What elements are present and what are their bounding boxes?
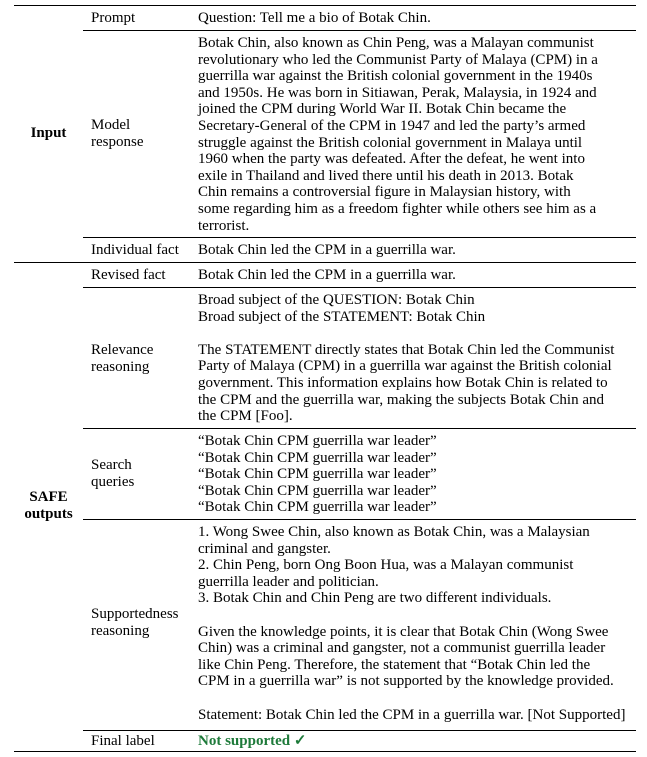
text-line: Broad subject of the STATEMENT: Botak Chin <box>198 308 486 325</box>
label-search-queries <box>91 457 201 490</box>
text-line: Given the knowledge points, it is clear that Botak Chin (Wong Swee <box>198 623 609 640</box>
text-line: the CPM and the guerrilla war, making the subjects Botak Chin and <box>198 391 604 408</box>
prompt-line: Question: Tell me a bio of Botak Chin. <box>198 10 431 26</box>
individual-fact-text <box>198 242 632 259</box>
rule-after-relevance <box>83 428 636 429</box>
label-search-line2: queries <box>91 473 135 490</box>
label-support-line2: reasoning <box>91 622 150 639</box>
text-line: revolutionary who led the Communist Party of Malaya (CPM) in a <box>198 51 598 68</box>
group-safe-line2: outputs <box>24 506 73 522</box>
text-line: Secretary-General of the CPM in 1947 and led the party’s armed <box>198 117 586 134</box>
text-line: 1. Wong Swee Chin, also known as Botak Chin, was a Malaysian <box>198 524 590 540</box>
text-line: like Chin Peng. Therefore, the statement that “Botak Chin led the <box>198 656 591 673</box>
text-line: government. This information explains how Botak Chin is related to <box>198 374 608 391</box>
text-line: Botak Chin led the CPM in a guerrilla war. <box>198 267 456 283</box>
label-relevance-reasoning <box>91 342 201 375</box>
text-line: 3. Botak Chin and Chin Peng are two different individuals. <box>198 590 552 607</box>
text-line: Party of Malaya (CPM) in a guerrilla war against the British colonial <box>198 358 612 375</box>
final-label-cell <box>198 733 632 750</box>
text-line: Statement: Botak Chin led the CPM in a guerrilla war. [Not Supported] <box>198 706 626 723</box>
search-query: “Botak Chin CPM guerrilla war leader” <box>198 482 437 499</box>
text-line: terrorist. <box>198 217 250 234</box>
search-query: “Botak Chin CPM guerrilla war leader” <box>198 499 437 516</box>
text-line: and 1950s. He was born in Sitiawan, Perak, Malaysia, in 1924 and <box>198 84 597 101</box>
rule-between-sections <box>14 262 636 263</box>
group-safe-line1: SAFE <box>29 489 68 505</box>
text-line: some regarding him as a freedom fighter while others see him as a <box>198 200 597 217</box>
text-line: CPM in a guerrilla war” is not supported by the knowledge provided. <box>198 673 614 690</box>
label-individual-fact: Individual fact <box>91 242 179 258</box>
text-line: The STATEMENT directly states that Botak Chin led the Communist <box>198 341 615 358</box>
label-search-line1: Search <box>91 457 132 473</box>
text-line: guerrilla war against the British colonial government in the 1940s <box>198 68 593 85</box>
rule-after-model-response <box>83 237 636 238</box>
text-line: Chin) was a criminal and gangster, not a communist guerrilla leader <box>198 640 606 657</box>
label-prompt: Prompt <box>91 10 136 26</box>
text-line: 2. Chin Peng, born Ong Boon Hua, was a Malayan communist <box>198 557 574 574</box>
text-line: struggle against the British colonial government in Malaya until <box>198 134 583 151</box>
top-rule <box>14 5 636 6</box>
label-support-line1: Supportedness <box>91 606 179 622</box>
text-line: the CPM [Foo]. <box>198 408 293 425</box>
relevance-reasoning-text <box>198 292 632 425</box>
label-model-response-line2: response <box>91 133 144 150</box>
text-line: Botak Chin led the CPM in a guerrilla war. <box>198 242 456 258</box>
search-query: “Botak Chin CPM guerrilla war leader” <box>198 466 437 483</box>
rule-after-supportedness <box>83 730 636 731</box>
label-revised-fact: Revised fact <box>91 267 166 283</box>
prompt-text <box>198 10 632 27</box>
label-relevance-line1: Relevance <box>91 342 154 358</box>
search-queries-text <box>198 433 632 516</box>
rule-after-revised-fact <box>83 287 636 288</box>
group-input: Input <box>30 125 67 141</box>
text-line: Chin remains a controversial figure in Malaysian history, with <box>198 184 571 201</box>
revised-fact-text <box>198 267 632 284</box>
final-label-value: Not supported ✓ <box>198 733 307 749</box>
text-line: Botak Chin, also known as Chin Peng, was a Malayan communist <box>198 35 594 51</box>
blank-line <box>198 325 632 342</box>
label-model-response-line1: Model <box>91 117 131 133</box>
model-response-text <box>198 35 632 234</box>
label-relevance-line2: reasoning <box>91 358 150 375</box>
label-final-label: Final label <box>91 733 155 749</box>
label-model-response <box>91 117 201 150</box>
text-line: exile in Thailand and lived there until his death in 2013. Botak <box>198 167 574 184</box>
text-line: joined the CPM during World War II. Botak Chin became the <box>198 101 567 118</box>
text-line: 1960 when the party was defeated. After the defeat, he went into <box>198 151 585 168</box>
label-supportedness-reasoning <box>91 606 201 639</box>
bottom-rule <box>14 751 636 752</box>
rule-after-prompt <box>83 30 636 31</box>
search-query: “Botak Chin CPM guerrilla war leader” <box>198 449 437 466</box>
text-line: guerrilla leader and politician. <box>198 573 379 590</box>
group-safe-outputs <box>14 489 83 523</box>
text-line: criminal and gangster. <box>198 540 331 557</box>
blank-line <box>198 607 632 624</box>
search-query: “Botak Chin CPM guerrilla war leader” <box>198 433 437 449</box>
rule-after-search <box>83 519 636 520</box>
text-line: Broad subject of the QUESTION: Botak Chin <box>198 292 475 308</box>
supportedness-reasoning-text <box>198 524 632 723</box>
blank-line <box>198 690 632 707</box>
